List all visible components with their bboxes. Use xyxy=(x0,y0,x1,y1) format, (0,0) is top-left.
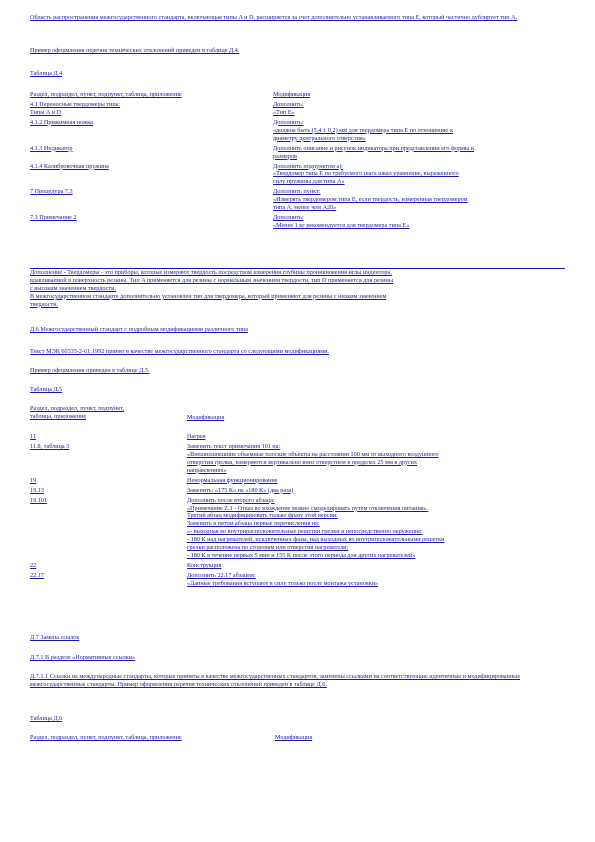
table-d4-cell-line: Дополнить: xyxy=(273,100,304,108)
table-d4-header-left: Раздел, подраздел, пункт, подпункт, таблица, приложение xyxy=(30,91,182,98)
table-d5-row xyxy=(30,431,565,441)
table-d5-cell-right xyxy=(187,431,565,441)
table-d5-cell-line: Ненормальная функционирование xyxy=(187,476,278,484)
table-d4-cell-line: Дополнить описание и рисунок индикатора при представлении его формы и xyxy=(273,144,474,152)
section-d6-paragraph-2: Пример оформления приведен в таблице Д.5. xyxy=(30,367,150,374)
table-d4-cell-line: «Измерять твердомером типа E, если твердость, измеренная твердомером xyxy=(273,196,468,204)
table-d4-cell-line: диаметру центрального отверстия» xyxy=(273,134,366,142)
table-d5-cell-left xyxy=(30,495,187,561)
table-d5-title: Таблица Д.5 xyxy=(30,386,63,393)
table-d5-cell-line: «Примечание Z.1 - Отказ во вхождение можно смоделировать путем отключения питания». xyxy=(187,504,429,512)
table-d5-header-left-line-2: таблица, приложение xyxy=(30,412,87,420)
table-d5 xyxy=(30,405,565,588)
table-d5-cell-line: Третий абзац модифицировать только фразу этой версии. xyxy=(187,512,338,520)
table-d4-cell-line: 7 Процедура 7.3 xyxy=(30,188,73,196)
table-d5-cell-line: Дополнить 22.17 абзацем: xyxy=(187,572,256,579)
table-d4-cell-line: силу пружины для типа A» xyxy=(273,178,345,186)
table-d4 xyxy=(30,91,565,230)
table-d5-cell-line: Дополнить после второго абзаца: xyxy=(187,496,275,504)
table-d5-cell-left xyxy=(30,475,187,485)
table-d4-cell-line: типа A, менее чем A20» xyxy=(273,204,337,212)
table-d5-cell-line: «Внешнешнешние объемные плоские объекты на расстоянии 100 мм от выходного воздушного xyxy=(187,450,439,458)
table-d4-cell-line: 4.1.3 Индикатор xyxy=(30,144,73,152)
table-d4-cell-line: «должна быть (5,4 ± 0,2) мм для твердомера типа E по отношению к xyxy=(273,126,454,134)
table-d5-cell-line: отверстия грелки, измеряются вертикально вниз отверстием в пределах 25 мм в других xyxy=(187,458,418,466)
table-d5-cell-line: Заменить текст примечания 101 на: xyxy=(187,442,281,450)
table-d4-note xyxy=(30,269,565,309)
table-d4-cell-left xyxy=(30,186,273,212)
table-d4-row xyxy=(30,143,565,161)
table-d4-cell-left xyxy=(30,117,273,143)
table-d5-header-left xyxy=(30,405,187,431)
table-d4-cell-left xyxy=(30,143,273,161)
table-d5-header-left-line-1: Раздел, подраздел, пункт, подпункт, xyxy=(30,405,124,412)
table-d5-cell-right xyxy=(187,570,565,588)
table-d5-cell-line: «Данные требования вступают в силу только после монтажа установки» xyxy=(187,579,379,587)
table-d4-cell-right xyxy=(273,161,565,187)
table-d4-cell-left xyxy=(30,161,273,187)
table-d6-header-right: Модификация xyxy=(275,734,313,741)
table-d5-cell-line: «- выходная во внутрирасположительные решетки грелки и непосредственно окружение: xyxy=(187,528,423,536)
table-d5-cell-right xyxy=(187,475,565,485)
table-d5-cell-right xyxy=(187,560,565,570)
table-d6 xyxy=(30,734,365,742)
table-d5-cell-line: - 180 К над нагревателей, исключенных фазы, над выходных во внутриположительными решетки xyxy=(187,536,445,544)
table-d6-header-left: Раздел, подраздел, пункт, подпункт, таблица, приложение xyxy=(30,734,182,741)
table-d6-header-row xyxy=(30,734,365,742)
table-d6-title: Таблица Д.6 xyxy=(30,715,63,722)
table-d4-header-right: Модификация xyxy=(273,91,311,98)
table-d4-cell-line: Дополнить пункт: xyxy=(273,188,321,196)
table-d5-cell-line: 22.17 xyxy=(30,572,44,579)
section-d7-1-heading: Д.7.1 В разделе «Нормативные ссылки» xyxy=(30,654,136,661)
table-d4-header-row xyxy=(30,91,565,99)
section-d7-heading: Д.7 Замена ссылок xyxy=(30,634,80,641)
table-d4-note-line: твердости. xyxy=(30,300,59,308)
table-d5-cell-left xyxy=(30,441,187,475)
table-d5-cell-left xyxy=(30,570,187,588)
table-d5-header-right: Модификация xyxy=(187,414,225,422)
table-d4-cell-left xyxy=(30,212,273,230)
table-d5-cell-line: направлениях» xyxy=(187,466,227,474)
section-d7-1-1-paragraph: Д.7.1.1 Ссылки на международные стандарты, которые приняты в качестве межгосударственных стандартов, заменены ссылками на соответствующие идентичные и модифицированные межгосударственные стандарты. Пример оформления перечня технических отклонений приведен в таблице Д.6. xyxy=(30,673,521,688)
table-d5-cell-line: Конструкция xyxy=(187,562,222,570)
table-d5-cell-right xyxy=(187,495,565,561)
table-d4-row xyxy=(30,186,565,212)
table-d4-cell-line: «Менее 1 кг рекомендуется для твердомера типа E» xyxy=(273,222,410,230)
table-d5-cell-line: - 180 К в течение первых 5 мин и 155 К после этого периода для других нагревателей» xyxy=(187,552,416,560)
table-d4-row xyxy=(30,99,565,117)
table-d5-row xyxy=(30,570,565,588)
table-d4-cell-line: «Тип E» xyxy=(273,108,295,116)
section-d6-heading: Д.6 Межгосударственный стандарт с подробным модификациями различного типа xyxy=(30,326,249,333)
table-d5-cell-line: Заменить: «175 К» на «180 К» (два раза) xyxy=(187,486,294,494)
intro-paragraph-1: Область распространения межгосударственного стандарта, включающая типы A и D, расширяется за счет дополнительно устанавливаемого типа E, который частично дублирует тип A. xyxy=(30,14,518,21)
table-d4-cell-right xyxy=(273,99,565,117)
table-d5-cell-left xyxy=(30,560,187,570)
table-d5-cell-left xyxy=(30,485,187,495)
table-d5-cell-left xyxy=(30,431,187,441)
table-d4-cell-left xyxy=(30,99,273,117)
table-d4-note-line: с высоким значением твердости. xyxy=(30,284,116,292)
table-d4-cell-line: размеров xyxy=(273,152,297,160)
table-d5-cell-line: 22 xyxy=(30,562,37,570)
table-d4-cell-right xyxy=(273,117,565,143)
table-d4-title: Таблица Д.4 xyxy=(30,70,63,77)
table-d4-row xyxy=(30,161,565,187)
table-d4-note-line: вдавливаемой в поверхность резины. Тип A применяется для резины с нормальным значением твердости, тип D применяется для резины xyxy=(30,276,394,284)
table-d5-cell-line: Заменить в пятом абзаца первые перечисления на: xyxy=(187,520,320,528)
table-d4-cell-line: Типы A и D xyxy=(30,108,61,116)
table-d4-cell-line: 7.3 Примечание 2 xyxy=(30,214,77,222)
table-d5-cell-line: 19.13 xyxy=(30,486,44,494)
table-d5-row xyxy=(30,475,565,485)
table-d5-row xyxy=(30,495,565,561)
table-d4-cell-line: 4.1.2 Прижимная ножка xyxy=(30,118,93,126)
table-d5-row xyxy=(30,560,565,570)
table-d5-cell-line: 19 xyxy=(30,476,37,484)
table-d4-cell-right xyxy=(273,212,565,230)
table-d4-cell-line: Дополнить подпунктом а): xyxy=(273,162,344,170)
table-d5-header-row xyxy=(30,405,565,431)
table-d4-cell-line: 4.1 Переносные твердомеры типа: xyxy=(30,100,121,108)
table-d5-cell-line: 11 xyxy=(30,433,36,440)
table-d4-cell-line: Дополнить: xyxy=(273,214,304,222)
table-d5-row xyxy=(30,441,565,475)
table-d5-cell-line: 19.101 xyxy=(30,496,48,504)
table-d4-cell-right xyxy=(273,143,565,161)
table-d4-note-line: В межгосударственном стандарте дополнительно установлен тип для твердомера, который применяют для резины с низким значением xyxy=(30,292,387,300)
section-d6-paragraph-1: Текст МЭК 60335-2-61:1992 принят в качестве межгосударственного стандарта со следующими модификациями. xyxy=(30,348,329,355)
table-d5-cell-line: 11.8, таблица 3 xyxy=(30,442,70,450)
table-d5-cell-right xyxy=(187,485,565,495)
table-d4-cell-right xyxy=(273,186,565,212)
table-d5-cell-right xyxy=(187,441,565,475)
table-d5-cell-line: грелки расположена по сторонам или отверстия нагреватели; xyxy=(187,544,349,552)
table-d5-cell-line: Нагрев xyxy=(187,433,206,440)
table-d4-cell-line: Дополнить: xyxy=(273,118,304,126)
intro-paragraph-2: Пример оформления перечня технических отклонений приведен в таблице Д.4. xyxy=(30,47,240,54)
table-d4-cell-line: «Твердомер типа E по требуемого шага шкал уравнение, выраженного xyxy=(273,170,459,178)
table-d5-row xyxy=(30,485,565,495)
table-d4-row xyxy=(30,212,565,230)
table-d4-cell-line: 4.1.4 Калибровочная пружина xyxy=(30,162,109,170)
table-d4-row xyxy=(30,117,565,143)
table-d4-note-line: Дополнение - Твердомеры - это приборы, которые измеряют твердость посредством измерения глубины проникновения иглы индентора, xyxy=(30,269,392,276)
